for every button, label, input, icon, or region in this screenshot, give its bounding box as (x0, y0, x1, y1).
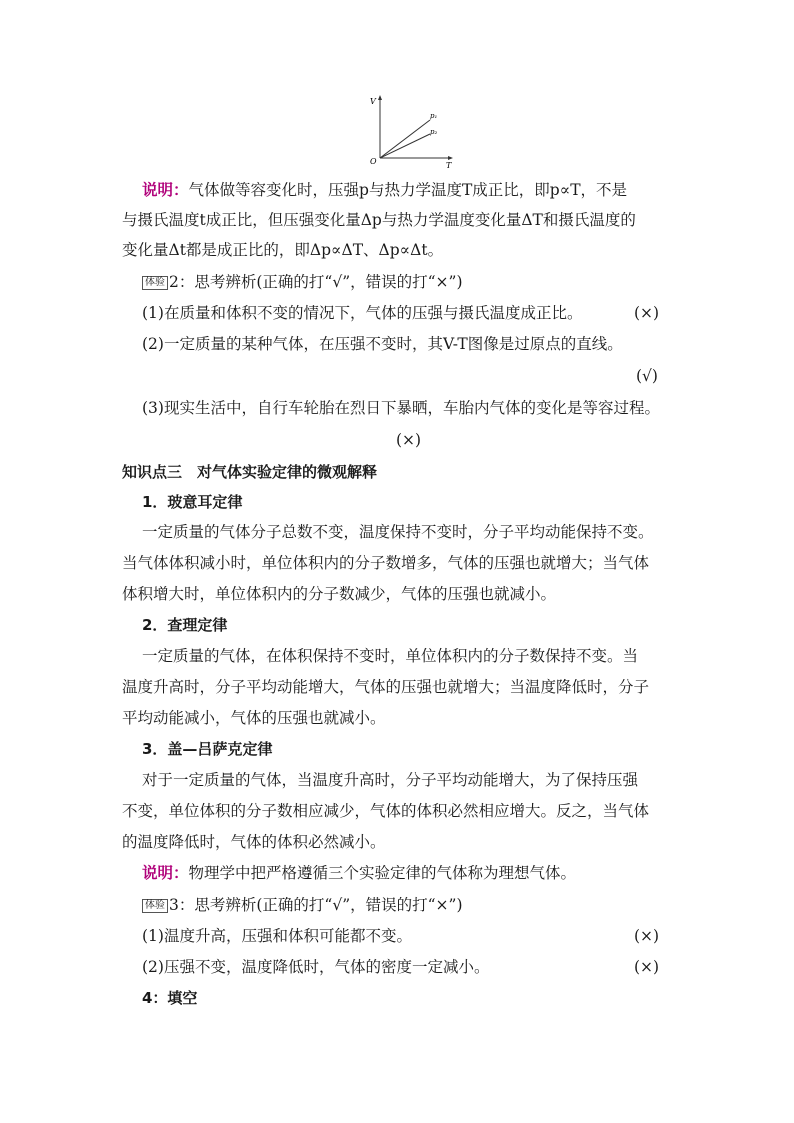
law1-line1: 一定质量的气体分子总数不变，温度保持不变时，分子平均动能保持不变。 (142, 523, 654, 541)
line-p2 (380, 134, 430, 158)
v-axis-arrow (378, 95, 382, 100)
series-label-p2: p₂ (430, 128, 438, 136)
exp4-title: 4：填空 (142, 989, 198, 1007)
exp3-answer2: (×) (634, 958, 660, 976)
law2-line3: 平均动能减小，气体的压强也就减小。 (122, 709, 386, 727)
law1-line3: 体积增大时，单位体积内的分子数减少，气体的压强也就减小。 (122, 585, 557, 603)
exp2-answer1: (×) (634, 304, 660, 322)
law1-title: 1．玻意耳定律 (142, 493, 243, 511)
note1-line2: 与摄氏温度t成正比，但压强变化量Δp与热力学温度变化量ΔT和摄氏温度的 (122, 211, 636, 229)
exp3-title (142, 895, 463, 915)
note2-text: 物理学中把严格遵循三个实验定律的气体称为理想气体。 (188, 864, 577, 882)
t-axis-arrow (448, 156, 453, 160)
exp3-item1: (1)温度升高，压强和体积可能都不变。 (142, 927, 412, 945)
t-axis-label: T (446, 161, 452, 168)
series-label-p1: p₁ (430, 112, 438, 120)
line-p1 (380, 120, 430, 158)
exp2-answer2: (√) (636, 367, 658, 385)
law3-line2: 不变，单位体积的分子数相应减少，气体的体积必然相应增大。反之，当气体 (122, 802, 650, 820)
exp3-item2: (2)压强不变，温度降低时，气体的密度一定减小。 (142, 958, 490, 976)
exp2-title (142, 272, 463, 292)
note2-line (142, 863, 576, 883)
exp3-title-text: 3：思考辨析(正确的打“√”，错误的打“×”) (169, 896, 463, 914)
note2-label: 说明： (142, 863, 189, 882)
exp3-answer1: (×) (634, 927, 660, 945)
exp2-item1: (1)在质量和体积不变的情况下，气体的压强与摄氏温度成正比。 (142, 304, 583, 322)
note1-line3: 变化量Δt都是成正比的，即Δp∝ΔT、Δp∝Δt。 (122, 241, 444, 259)
law3-line1: 对于一定质量的气体，当温度升高时，分子平均动能增大，为了保持压强 (142, 771, 639, 789)
vt-graph (366, 92, 460, 168)
law2-line2: 温度升高时，分子平均动能增大，气体的压强也就增大；当温度降低时，分子 (122, 678, 650, 696)
v-axis-label: V (370, 97, 376, 106)
exp3-badge: 体验 (142, 899, 168, 913)
law2-title: 2．查理定律 (142, 616, 228, 634)
exp2-badge: 体验 (142, 276, 168, 290)
exp2-item3: (3)现实生活中，自行车轮胎在烈日下暴晒，车胎内气体的变化是等容过程。 (142, 399, 660, 417)
law3-title: 3．盖—吕萨克定律 (142, 740, 273, 758)
exp2-answer3: (×) (396, 431, 422, 449)
note1-line1 (142, 180, 627, 200)
law2-line1: 一定质量的气体，在体积保持不变时，单位体积内的分子数保持不变。当 (142, 647, 639, 665)
exp2-title-text: 2：思考辨析(正确的打“√”，错误的打“×”) (169, 273, 463, 291)
note1-label: 说明： (142, 180, 189, 199)
law3-line3: 的温度降低时，气体的体积必然减小。 (122, 833, 386, 851)
law1-line2: 当气体体积减小时，单位体积内的分子数增多，气体的压强也就增大；当气体 (122, 554, 650, 572)
origin-label: O (370, 157, 377, 166)
note1-text1: 气体做等容变化时，压强p与热力学温度T成正比，即p∝T，不是 (188, 181, 628, 199)
exp2-item2: (2)一定质量的某种气体，在压强不变时，其V-T图像是过原点的直线。 (142, 335, 623, 353)
section3-heading: 知识点三 对气体实验定律的微观解释 (122, 463, 378, 481)
